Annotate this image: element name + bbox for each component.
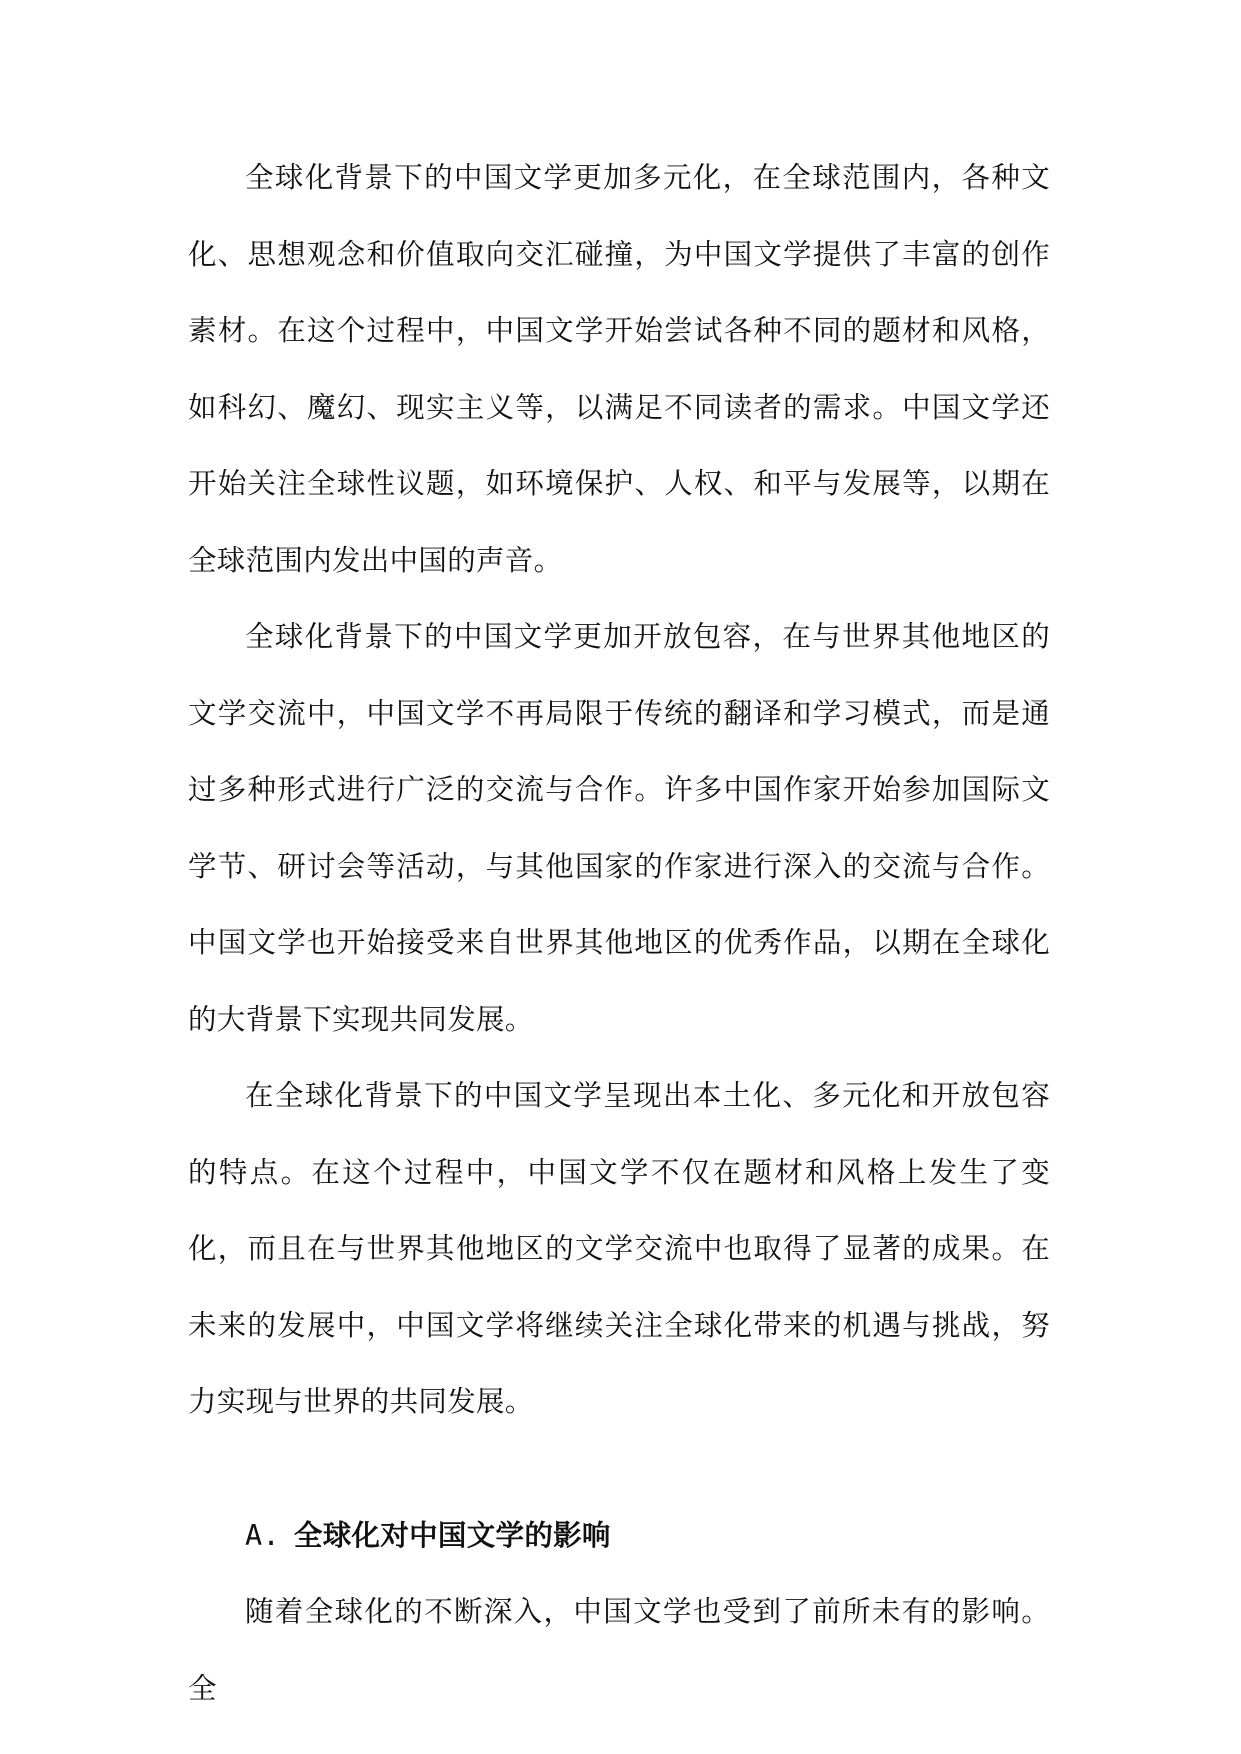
paragraph-openness: 全球化背景下的中国文学更加开放包容，在与世界其他地区的文学交流中，中国文学不再局限于传统的翻译和学习模式，而是通过多种形式进行广泛的交流与合作。许多中国作家开始参加国际文学节、研讨会等活动，与其他国家的作家进行深入的交流与合作。中国文学也开始接受来自世界其他地区的优秀作品，以期在全球化的大背景下实现共同发展。 (188, 620, 1050, 1036)
section-marker: A. (245, 1518, 280, 1552)
paragraph-diversity: 全球化背景下的中国文学更加多元化，在全球范围内，各种文化、思想观念和价值取向交汇碰撞，为中国文学提供了丰富的创作素材。在这个过程中，中国文学开始尝试各种不同的题材和风格，如科幻、魔幻、现实主义等，以满足不同读者的需求。中国文学还开始关注全球性议题，如环境保护、人权、和平与发展等，以期在全球范围内发出中国的声音。 (188, 161, 1050, 577)
paragraph-summary: 在全球化背景下的中国文学呈现出本土化、多元化和开放包容的特点。在这个过程中，中国文学不仅在题材和风格上发生了变化，而且在与世界其他地区的文学交流中也取得了显著的成果。在未来的发展中，中国文学将继续关注全球化带来的机遇与挑战，努力实现与世界的共同发展。 (188, 1079, 1050, 1418)
section-heading (188, 1497, 1050, 1575)
section-title: 全球化对中国文学的影响 (293, 1517, 611, 1552)
document-body (188, 140, 1050, 1727)
paragraph-trailing: 随着全球化的不断深入，中国文学也受到了前所未有的影响。全 (188, 1595, 1050, 1705)
